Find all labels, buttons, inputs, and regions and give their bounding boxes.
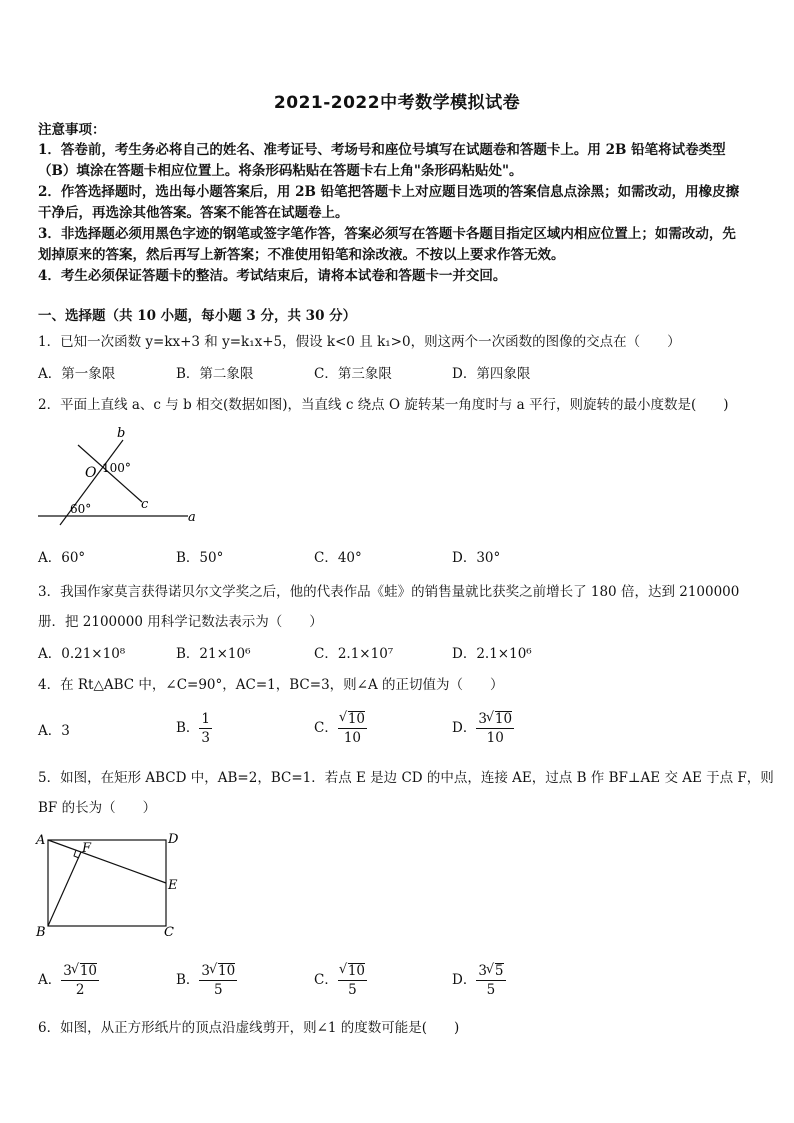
q5-option-b <box>176 962 237 999</box>
radicand: 10 <box>79 963 98 979</box>
fraction <box>476 710 514 747</box>
numerator: 1 <box>201 711 211 727</box>
option-label: D． <box>452 972 477 988</box>
segment-ae <box>48 840 166 883</box>
numerator <box>338 962 367 981</box>
q1-option-d: D．第四象限 <box>452 366 531 382</box>
q3-option-d: D．2.1×10⁶ <box>452 646 532 662</box>
denominator: 5 <box>348 982 357 998</box>
fraction <box>476 962 505 999</box>
label-c: c <box>141 497 149 512</box>
q4-option-a: A．3 <box>38 723 70 739</box>
notice-line: 干净后，再选涂其他答案。答案不能答在试题卷上。 <box>38 205 349 221</box>
label-C: C <box>164 925 174 940</box>
question-5-stem: 5．如图，在矩形 ABCD 中，AB=2，BC=1．若点 E 是边 CD 的中点，连接 AE，过点 B 作 BF⊥AE 交 AE 于点 F，则 <box>38 770 774 786</box>
label-B: B <box>36 925 46 940</box>
notice-line: 2．作答选择题时，选出每小题答案后，用 2B 铅笔把答题卡上对应题目选项的答案信息点涂黑；如需改动，用橡皮擦 <box>38 184 740 200</box>
question-3-stem-cont: 册．把 2100000 用科学记数法表示为（ ） <box>38 614 323 630</box>
denominator: 2 <box>75 982 85 998</box>
question-5-stem-cont: BF 的长为（ ） <box>38 800 157 816</box>
fraction <box>199 962 237 999</box>
denominator: 3 <box>201 730 211 746</box>
label-E: E <box>168 878 178 893</box>
q2-figure <box>30 420 210 530</box>
label-D: D <box>168 832 179 847</box>
numerator <box>476 710 514 729</box>
question-6-stem: 6．如图，从正方形纸片的顶点沿虚线剪开，则∠1 的度数可能是( ) <box>38 1020 460 1036</box>
segment-bf <box>48 852 81 926</box>
q2-option-c: C．40° <box>314 550 362 566</box>
q4-option-b <box>176 710 212 747</box>
question-2-stem: 2．平面上直线 a、c 与 b 相交(数据如图)，当直线 c 绕点 O 旋转某一角度时与 a 平行，则旋转的最小度数是( ) <box>38 397 729 413</box>
q5-option-d <box>452 962 506 999</box>
denominator: 5 <box>486 982 496 998</box>
q2-option-b: B．50° <box>176 550 224 566</box>
q4-option-c <box>314 710 367 747</box>
fraction <box>61 962 99 999</box>
label-b: b <box>117 426 126 441</box>
angle-100-label: 100° <box>102 461 131 475</box>
question-3-stem: 3．我国作家莫言获得诺贝尔文学奖之后，他的代表作品《蛙》的销售量就比获奖之前增长了 180 倍，达到 2100000 <box>38 584 740 600</box>
denominator: 5 <box>214 982 223 998</box>
q5-option-a <box>38 962 99 999</box>
coefficient: 3 <box>478 963 487 979</box>
fraction <box>199 710 212 747</box>
label-a: a <box>188 510 196 525</box>
option-label: A． <box>38 972 62 988</box>
notice-heading: 注意事项： <box>38 122 106 138</box>
page-title: 2021-2022中考数学模拟试卷 <box>273 93 521 113</box>
angle-60-label: 60° <box>70 502 92 516</box>
numerator <box>338 710 367 729</box>
q5-figure <box>30 828 190 943</box>
option-label: D． <box>452 720 477 736</box>
denominator: 10 <box>486 730 504 746</box>
q5-option-c <box>314 962 367 999</box>
notice-line: 3．非选择题必须用黑色字迹的钢笔或签字笔作答，答案必须写在答题卡各题目指定区域内相应位置上；如需改动，先 <box>38 226 736 242</box>
label-F: F <box>82 841 92 856</box>
coefficient: 3 <box>201 963 211 979</box>
notice-line: 4．考生必须保证答题卡的整洁。考试结束后，请将本试卷和答题卡一并交回。 <box>38 268 507 284</box>
radicand: 10 <box>218 963 236 979</box>
q2-option-d: D．30° <box>452 550 501 566</box>
option-label: C． <box>314 720 338 736</box>
fraction <box>338 962 367 999</box>
notice-line: （B）填涂在答题卡相应位置上。将条形码粘贴在答题卡右上角"条形码粘贴处"。 <box>38 163 523 179</box>
option-label: B． <box>176 720 200 736</box>
numerator <box>476 962 505 981</box>
radicand: 10 <box>494 711 513 727</box>
q2-option-a: A．60° <box>38 550 86 566</box>
rectangle-abcd <box>48 840 166 926</box>
label-A: A <box>36 833 46 848</box>
radicand: 10 <box>347 963 366 979</box>
q3-option-a: A．0.21×10⁸ <box>38 646 126 662</box>
option-label: B． <box>176 972 200 988</box>
q4-option-d <box>452 710 514 747</box>
q1-option-b: B．第二象限 <box>176 366 254 382</box>
radicand: 5 <box>494 963 504 979</box>
question-1-stem: 1．已知一次函数 y=kx+3 和 y=k₁x+5，假设 k<0 且 k₁>0，则这两个一次函数的图像的交点在（ ） <box>38 334 681 350</box>
question-4-stem: 4．在 Rt△ABC 中，∠C=90°，AC=1，BC=3，则∠A 的正切值为（ ） <box>38 677 504 693</box>
label-o: O <box>85 465 97 481</box>
q1-option-a: A．第一象限 <box>38 366 116 382</box>
numerator <box>61 962 99 981</box>
fraction <box>338 710 367 747</box>
q1-option-c: C．第三象限 <box>314 366 392 382</box>
numerator <box>199 962 237 981</box>
notice-line: 划掉原来的答案，然后再写上新答案；不准使用铅笔和涂改液。不按以上要求作答无效。 <box>38 247 565 263</box>
denominator: 10 <box>343 730 362 746</box>
option-label: C． <box>314 972 338 988</box>
radicand: 10 <box>347 711 366 727</box>
q3-option-c: C．2.1×10⁷ <box>314 646 394 662</box>
notice-line: 1．答卷前，考生务必将自己的姓名、准考证号、考场号和座位号填写在试题卷和答题卡上。用 2B 铅笔将试卷类型 <box>38 142 726 158</box>
section-heading: 一、选择题（共 10 小题，每小题 3 分，共 30 分） <box>38 308 357 324</box>
coefficient: 3 <box>478 711 487 727</box>
coefficient: 3 <box>63 963 72 979</box>
q3-option-b: B．21×10⁶ <box>176 646 251 662</box>
